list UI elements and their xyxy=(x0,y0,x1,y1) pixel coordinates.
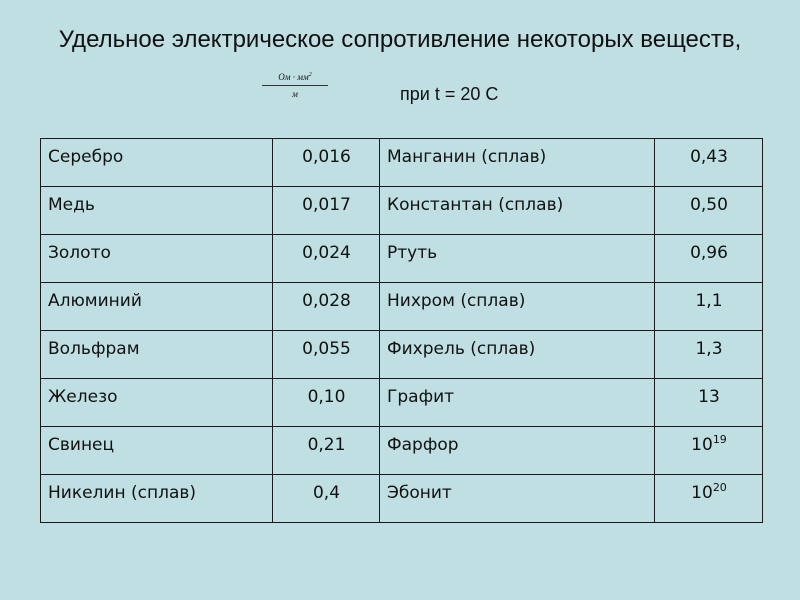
metal-name-cell: Алюминий xyxy=(41,283,273,331)
units-numerator xyxy=(262,72,328,86)
substance-value-base: 1,1 xyxy=(695,291,723,311)
metal-value-cell: 0,10 xyxy=(273,379,380,427)
table-row xyxy=(41,379,763,427)
metal-value-cell: 0,017 xyxy=(273,187,380,235)
substance-value-cell xyxy=(655,187,763,235)
metal-value-cell: 0,21 xyxy=(273,427,380,475)
substance-value-cell xyxy=(655,475,763,523)
substance-value-base: 10 xyxy=(691,483,713,503)
substance-name-cell: Фарфор xyxy=(380,427,655,475)
substance-value-base: 13 xyxy=(698,387,720,407)
substance-value-exponent: 19 xyxy=(712,433,727,446)
substance-name-cell: Эбонит xyxy=(380,475,655,523)
table-row xyxy=(41,187,763,235)
substance-value-cell xyxy=(655,331,763,379)
units-fraction xyxy=(262,72,328,100)
table-row xyxy=(41,283,763,331)
substance-name-cell: Графит xyxy=(380,379,655,427)
metal-value-cell: 0,016 xyxy=(273,139,380,187)
substance-name-cell: Нихром (сплав) xyxy=(380,283,655,331)
resistivity-table-body xyxy=(41,139,763,523)
substance-value-base: 1,3 xyxy=(695,339,723,359)
substance-value-base: 0,43 xyxy=(690,147,728,167)
substance-name-cell: Фихрель (сплав) xyxy=(380,331,655,379)
substance-value-cell xyxy=(655,139,763,187)
substance-name-cell: Константан (сплав) xyxy=(380,187,655,235)
metal-name-cell: Вольфрам xyxy=(41,331,273,379)
metal-name-cell: Серебро xyxy=(41,139,273,187)
units-numerator-text: Ом · мм xyxy=(278,72,309,82)
table-row xyxy=(41,475,763,523)
temperature-condition: при t = 20 C xyxy=(400,84,499,104)
metal-value-cell: 0,028 xyxy=(273,283,380,331)
metal-name-cell: Свинец xyxy=(41,427,273,475)
metal-name-cell: Золото xyxy=(41,235,273,283)
units-denominator: м xyxy=(292,89,298,99)
table-row xyxy=(41,331,763,379)
substance-value-cell xyxy=(655,235,763,283)
table-row xyxy=(41,139,763,187)
metal-name-cell: Железо xyxy=(41,379,273,427)
substance-value-cell xyxy=(655,283,763,331)
substance-value-base: 0,50 xyxy=(690,195,728,215)
units-numerator-exponent: 2 xyxy=(308,72,312,78)
substance-value-cell xyxy=(655,427,763,475)
metal-name-cell: Медь xyxy=(41,187,273,235)
substance-value-cell xyxy=(655,379,763,427)
substance-value-base: 0,96 xyxy=(690,243,728,263)
substance-value-exponent: 20 xyxy=(712,481,727,494)
table-row xyxy=(41,235,763,283)
metal-name-cell: Никелин (сплав) xyxy=(41,475,273,523)
substance-name-cell: Манганин (сплав) xyxy=(380,139,655,187)
resistivity-table xyxy=(40,138,763,523)
substance-name-cell: Ртуть xyxy=(380,235,655,283)
metal-value-cell: 0,055 xyxy=(273,331,380,379)
table-row xyxy=(41,427,763,475)
metal-value-cell: 0,024 xyxy=(273,235,380,283)
metal-value-cell: 0,4 xyxy=(273,475,380,523)
substance-value-base: 10 xyxy=(691,435,713,455)
page-title: Удельное электрическое сопротивление некоторых веществ, xyxy=(58,26,742,53)
